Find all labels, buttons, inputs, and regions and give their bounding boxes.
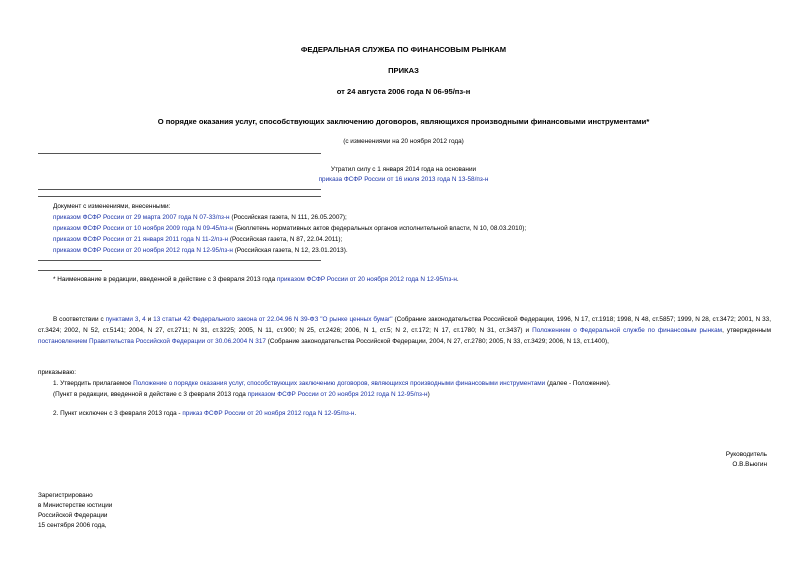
order-word: приказываю: bbox=[38, 369, 76, 376]
footnote-divider bbox=[38, 270, 102, 271]
law-link-point-4[interactable]: 4 bbox=[142, 316, 146, 323]
document-type: ПРИКАЗ bbox=[388, 66, 419, 75]
footnote: * Наименование в редакции, введенной в действие с 3 февраля 2013 года приказом ФСФР России от 20 ноября 2012 года N 12-95/пз-н. bbox=[53, 276, 459, 283]
order-item-2: 2. Пункт исключен с 3 февраля 2013 года - приказ ФСФР России от 20 ноября 2012 года N 12-95/пз-н. bbox=[53, 410, 357, 417]
law-link-point-3[interactable]: пунктами 3 bbox=[105, 316, 139, 323]
law-link-article-42[interactable]: 13 статьи 42 Федерального закона от 22.04.96 N 39-ФЗ "О рынке ценных бумаг" bbox=[153, 316, 393, 323]
preamble-paragraph: В соответствии с пунктами 3, 4 и 13 статьи 42 Федерального закона от 22.04.96 N 39-ФЗ "О рынке ценных бумаг" (Собрание законодательства Российской Федерации, 1996, N 17, ст.1918; 1998, N 48, ст.5857; 1999, N 28, ст.3472; 2001, N 33, ст.3424; 2002, N 52, ст.5141; 2004, N 27, ст.2711; N 31, ст.3225; 2005, N 11, ст.900; N 25, ст.2426; 2006, N 1, ст.5; N 2, ст.172; N 17, ст.1780; N 31, ст.3437) и Положением о Федеральной службе по финансовым рынкам, утвержденным постановлением Правительства Российской Федерации от 30.06.2004 N 317 (Собрание законодательства Российской Федерации, 2004, N 27, ст.2780; 2005, N 33, ст.3429; 2006, N 13, ст.1400), bbox=[38, 316, 771, 345]
divider bbox=[38, 196, 321, 197]
registration-line: Зарегистрировано bbox=[38, 492, 93, 499]
signature-name: О.В.Вьюгин bbox=[732, 461, 767, 468]
change-item: приказом ФСФР России от 20 ноября 2012 года N 12-95/пз-н (Российская газета, N 12, 23.01.2013). bbox=[53, 247, 348, 254]
divider bbox=[38, 260, 321, 261]
amended-note: (с изменениями на 20 ноября 2012 года) bbox=[343, 138, 464, 145]
change-item: приказом ФСФР России от 10 ноября 2009 года N 09-45/пз-н (Бюллетень нормативных актов федеральных органов исполнительной власти, N 10, 08.03.2010); bbox=[53, 225, 527, 232]
change-link[interactable]: приказом ФСФР России от 10 ноября 2009 года N 09-45/пз-н bbox=[53, 225, 233, 232]
registration-line: Российской Федерации bbox=[38, 512, 108, 519]
amendment-link[interactable]: приказом ФСФР России от 20 ноября 2012 года N 12-95/пз-н bbox=[247, 391, 428, 398]
change-link[interactable]: приказом ФСФР России от 29 марта 2007 года N 07-33/пз-н bbox=[53, 214, 230, 221]
change-item: приказом ФСФР России от 21 января 2011 года N 11-2/пз-н (Российская газета, N 87, 22.04.2011); bbox=[53, 236, 343, 243]
footnote-link[interactable]: приказом ФСФР России от 20 ноября 2012 года N 12-95/пз-н bbox=[276, 276, 457, 283]
order-item-1-note: (Пункт в редакции, введенной в действие с 3 февраля 2013 года приказом ФСФР России от 20 ноября 2012 года N 12-95/пз-н) bbox=[53, 391, 430, 398]
expired-link[interactable]: приказа ФСФР России от 16 июля 2013 года N 13-58/пз-н bbox=[318, 176, 489, 183]
document-title: О порядке оказания услуг, способствующих заключению договоров, являющихся производными финансовыми инструментами* bbox=[157, 117, 650, 126]
signature-role: Руководитель bbox=[725, 451, 767, 458]
expired-note: Утратил силу с 1 января 2014 года на основании bbox=[330, 166, 477, 173]
changes-intro: Документ с изменениями, внесенными: bbox=[53, 203, 171, 210]
document-date-number: от 24 августа 2006 года N 06-95/пз-н bbox=[336, 87, 471, 96]
divider bbox=[38, 153, 321, 154]
change-link[interactable]: приказом ФСФР России от 20 ноября 2012 года N 12-95/пз-н bbox=[53, 247, 233, 254]
regulation-link[interactable]: Положением о Федеральной службе по финансовым рынкам bbox=[532, 327, 723, 334]
registration-line: в Министерстве юстиции bbox=[38, 502, 113, 509]
government-decree-link[interactable]: постановлением Правительства Российской Федерации от 30.06.2004 N 317 bbox=[38, 338, 266, 345]
divider bbox=[38, 189, 321, 190]
regulation-attachment-link[interactable]: Положение о порядке оказания услуг, способствующих заключению договоров, являющихся производными финансовыми инструментами bbox=[133, 380, 546, 387]
exclusion-link[interactable]: приказ ФСФР России от 20 ноября 2012 года N 12-95/пз-н bbox=[182, 410, 355, 417]
change-item: приказом ФСФР России от 29 марта 2007 года N 07-33/пз-н (Российская газета, N 111, 26.05.2007); bbox=[53, 214, 347, 221]
order-item-1: 1. Утвердить прилагаемое Положение о порядке оказания услуг, способствующих заключению договоров, являющихся производными финансовыми инструментами (далее - Положение). bbox=[53, 380, 611, 387]
change-link[interactable]: приказом ФСФР России от 21 января 2011 года N 11-2/пз-н bbox=[53, 236, 229, 243]
agency-name: ФЕДЕРАЛЬНАЯ СЛУЖБА ПО ФИНАНСОВЫМ РЫНКАМ bbox=[300, 45, 507, 54]
registration-line: 15 сентября 2006 года, bbox=[38, 522, 107, 529]
